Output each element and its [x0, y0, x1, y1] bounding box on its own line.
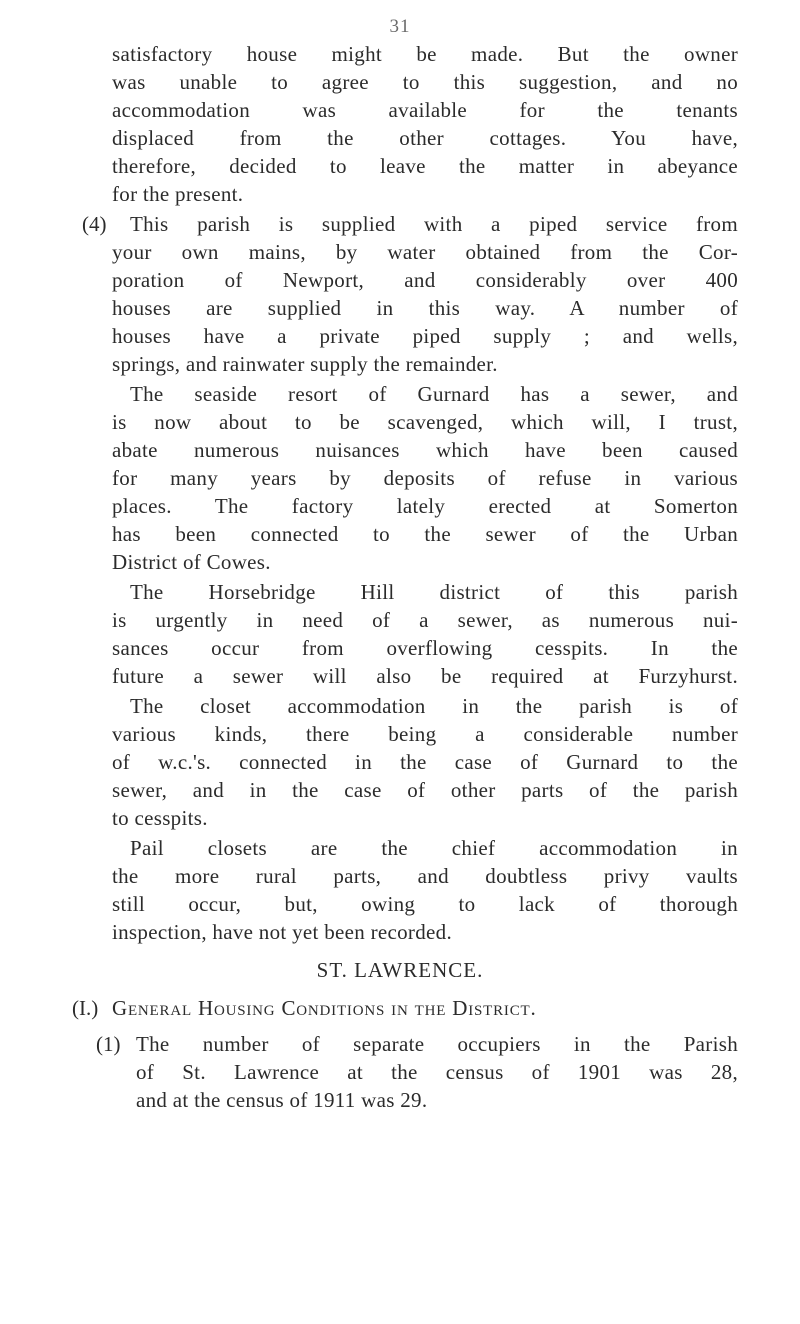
text-line: still occur, but, owing to lack of thorough	[112, 892, 738, 916]
text-line: places. The factory lately erected at Somerton	[112, 494, 738, 518]
text-line: was unable to agree to this suggestion, and no	[112, 70, 738, 94]
text-line: of St. Lawrence at the census of 1901 was 28,	[136, 1060, 738, 1084]
text-line: accommodation was available for the tenants	[112, 98, 738, 122]
text-line: therefore, decided to leave the matter in abeyance	[112, 154, 738, 178]
text-line: and at the census of 1911 was 29.	[136, 1088, 428, 1112]
text-line: poration of Newport, and considerably over 400	[112, 268, 738, 292]
text-line: is now about to be scavenged, which will, I trust,	[112, 410, 738, 434]
text-line: inspection, have not yet been recorded.	[112, 920, 452, 944]
text-line: sewer, and in the case of other parts of the parish	[112, 778, 738, 802]
text-line: The seaside resort of Gurnard has a sewer, and	[130, 382, 738, 406]
text-line: your own mains, by water obtained from the Cor-	[112, 240, 738, 264]
text-line: houses are supplied in this way. A number of	[112, 296, 738, 320]
text-line: abate numerous nuisances which have been caused	[112, 438, 738, 462]
text-line: The number of separate occupiers in the Parish	[136, 1032, 738, 1056]
paragraph-marker: (4)	[82, 212, 107, 236]
subsection-marker: (I.)	[72, 996, 99, 1020]
text-line: is urgently in need of a sewer, as numerous nui-	[112, 608, 738, 632]
text-line: future a sewer will also be required at Furzyhurst.	[112, 664, 738, 688]
page-number: 31	[389, 16, 411, 37]
text-line: The closet accommodation in the parish is of	[130, 694, 738, 718]
text-line: District of Cowes.	[112, 550, 271, 574]
text-line: houses have a private piped supply ; and wells,	[112, 324, 738, 348]
text-line: Pail closets are the chief accommodation in	[130, 836, 738, 860]
text-line: has been connected to the sewer of the Urban	[112, 522, 738, 546]
text-line: various kinds, there being a considerable number	[112, 722, 738, 746]
text-line: of w.c.'s. connected in the case of Gurnard to the	[112, 750, 738, 774]
text-line: for many years by deposits of refuse in various	[112, 466, 738, 490]
text-line: displaced from the other cottages. You have,	[112, 126, 738, 150]
text-line: The Horsebridge Hill district of this parish	[130, 580, 738, 604]
text-line: to cesspits.	[112, 806, 208, 830]
text-line: springs, and rainwater supply the remainder.	[112, 352, 498, 376]
text-line: the more rural parts, and doubtless privy vaults	[112, 864, 738, 888]
paragraph-marker: (1)	[96, 1032, 121, 1056]
text-line: This parish is supplied with a piped service from	[130, 212, 738, 236]
text-line: sances occur from overflowing cesspits. In the	[112, 636, 738, 660]
text-line: for the present.	[112, 182, 244, 206]
section-heading: ST. LAWRENCE.	[316, 958, 484, 982]
text-line: satisfactory house might be made. But the owner	[112, 42, 738, 66]
subsection-title: General Housing Conditions in the District.	[112, 996, 537, 1020]
